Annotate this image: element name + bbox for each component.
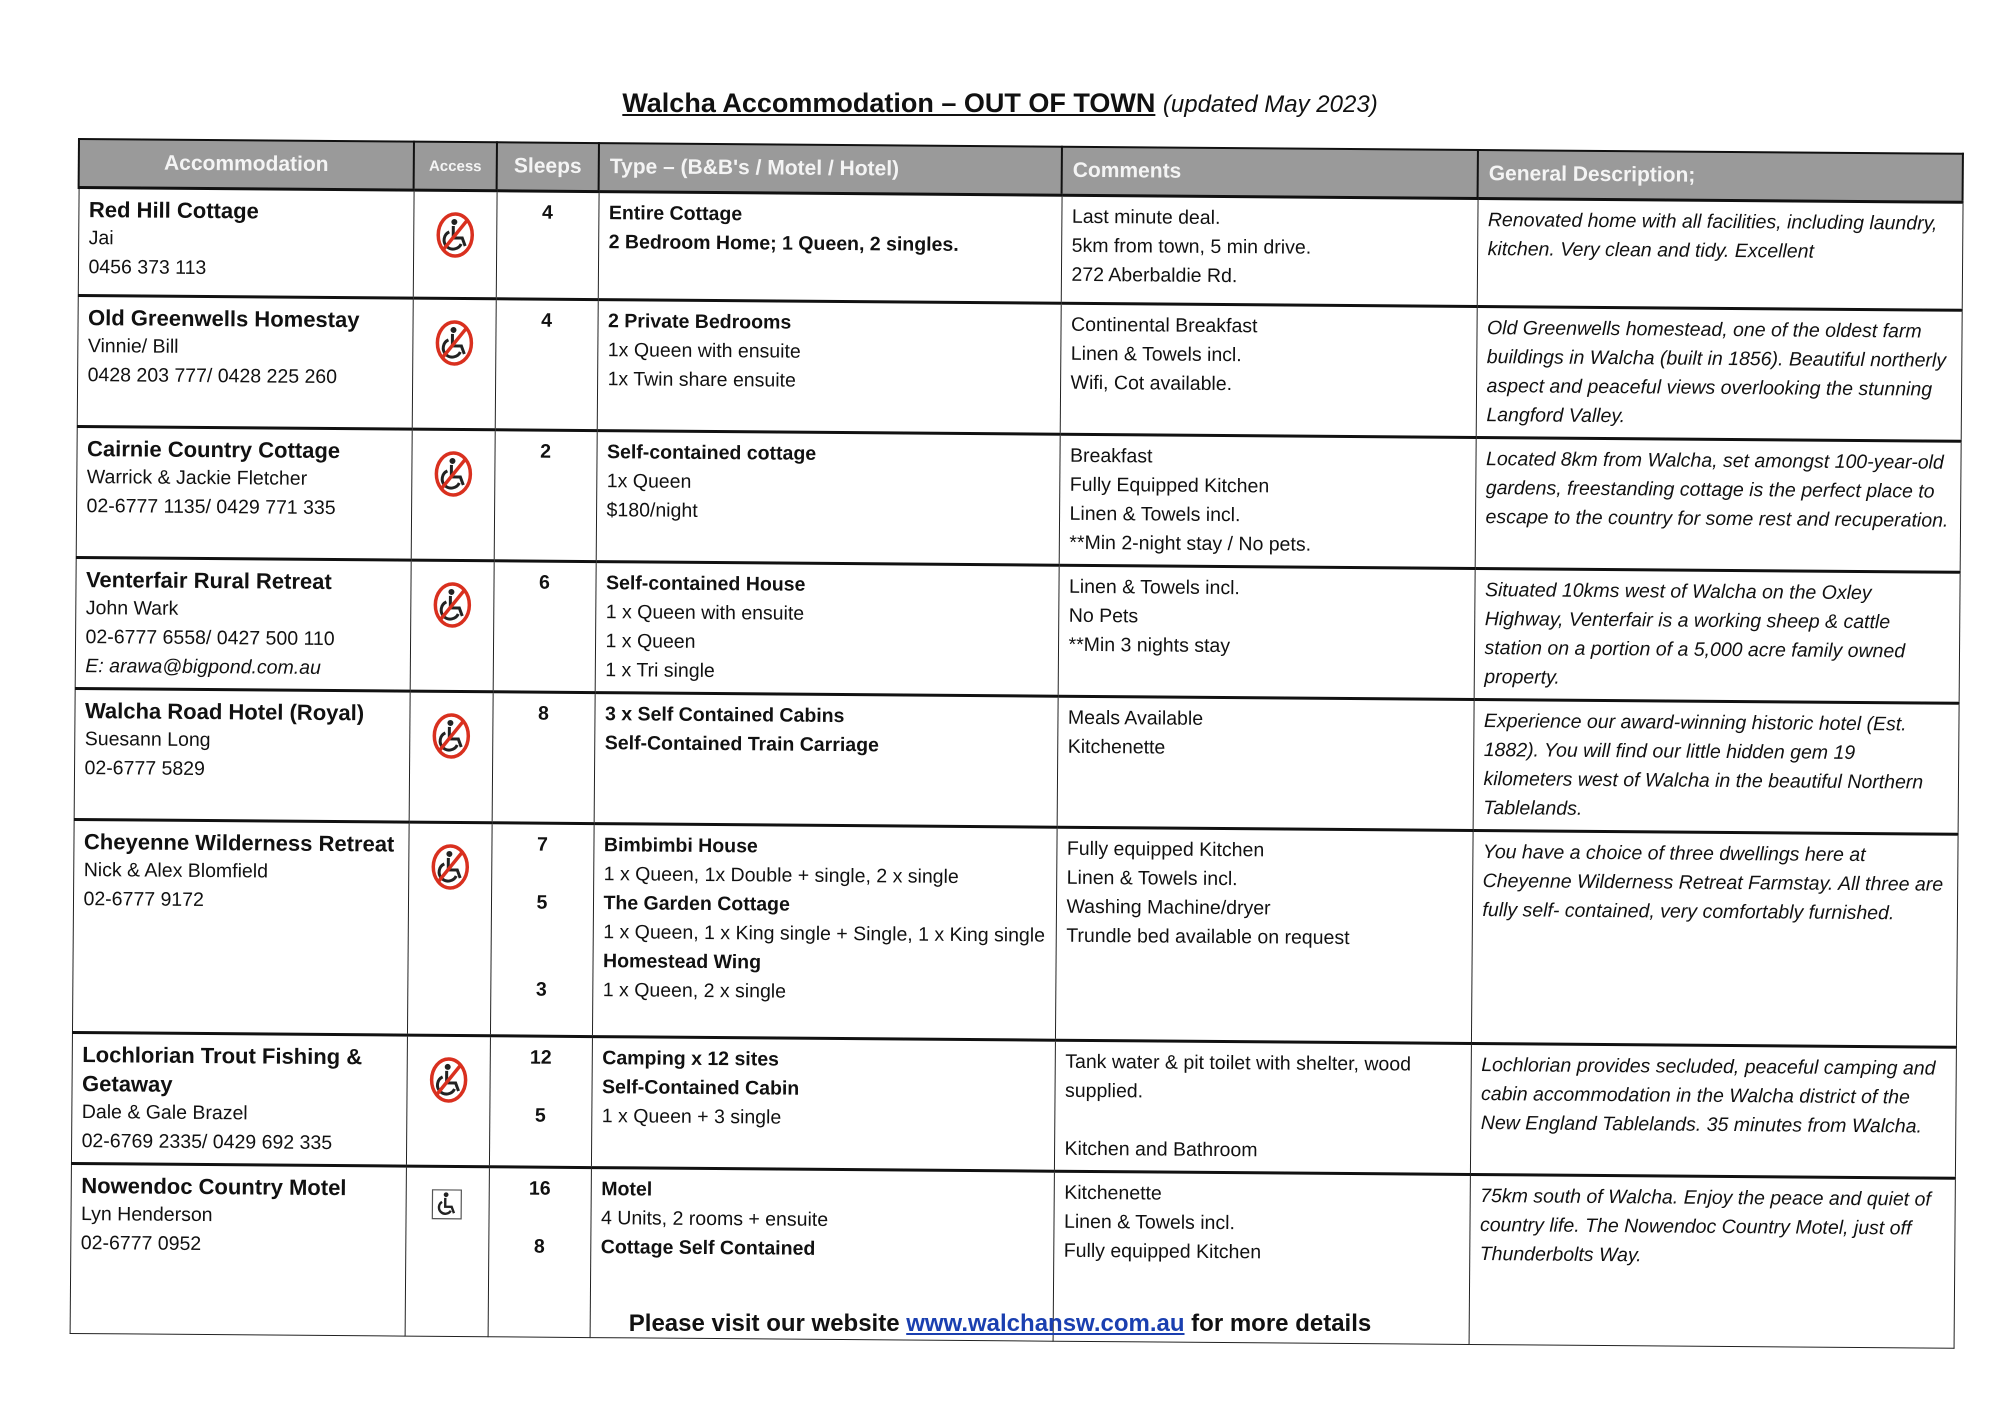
contact-line: John Wark — [85, 597, 179, 620]
access-cell — [406, 1035, 490, 1167]
sleeps-cell — [490, 823, 594, 1037]
comment-line: Kitchenette — [1064, 1181, 1162, 1205]
type-detail: 1 x Queen with ensuite — [605, 601, 805, 625]
general-description: Renovated home with all facilities, including laundry, kitchen. Very clean and tidy. Excellent — [1487, 209, 1938, 263]
comments-cell — [1054, 1040, 1471, 1174]
type-heading: 2 Private Bedrooms — [607, 310, 792, 334]
contact-line: Lyn Henderson — [80, 1203, 213, 1227]
table-row — [74, 688, 1959, 834]
contact-line: Nick & Alex Blomfield — [83, 859, 269, 883]
comments-cell — [1061, 195, 1478, 306]
footer-text-before: Please visit our website — [628, 1310, 907, 1337]
type-heading: Self-Contained Cabin — [601, 1076, 800, 1100]
contact-line: Jai — [88, 227, 114, 250]
contact-line: 0428 203 777/ 0428 225 260 — [87, 364, 338, 389]
access-cell — [410, 560, 494, 692]
type-cell — [598, 192, 1062, 304]
comment-line: Trundle bed available on request — [1066, 924, 1350, 950]
not-wheelchair-accessible-icon — [428, 842, 472, 892]
type-heading: Self-Contained Train Carriage — [604, 732, 879, 757]
type-heading: Bimbimbi House — [603, 834, 758, 858]
not-wheelchair-accessible-icon — [432, 318, 476, 368]
general-description: You have a choice of three dwellings here at Cheyenne Wilderness Retreat Farmstay. All three are fully self- contained, very comfortably furnished. — [1482, 841, 1944, 925]
type-heading: Entire Cottage — [608, 202, 743, 226]
not-wheelchair-accessible-icon — [433, 210, 477, 260]
sleeps-value: 8 — [537, 702, 550, 725]
not-wheelchair-accessible-icon — [429, 711, 473, 761]
wheelchair-accessible-icon — [425, 1186, 469, 1236]
contact-line: Dale & Gale Brazel — [81, 1101, 248, 1125]
title-updated: (updated May 2023) — [1162, 91, 1378, 118]
comment-line: Continental Breakfast — [1070, 313, 1258, 338]
contact-line: 02-6777 1135/ 0429 771 335 — [86, 495, 336, 520]
comment-line: Linen & Towels incl. — [1069, 502, 1241, 527]
type-cell — [594, 693, 1058, 828]
footer-text-after: for more details — [1184, 1310, 1372, 1337]
table-row — [71, 1032, 1956, 1178]
comments-cell — [1058, 565, 1475, 699]
description-cell — [1477, 198, 1963, 310]
type-detail: 1 x Queen, 1 x King single + Single, 1 x King single — [603, 921, 1046, 947]
type-cell — [597, 300, 1061, 435]
not-wheelchair-accessible-icon — [426, 1055, 470, 1105]
accommodation-cell — [74, 688, 410, 822]
sleeps-value: 8 — [533, 1235, 545, 1258]
header-type: Type – (B&B's / Motel / Hotel) — [599, 143, 1062, 195]
type-cell — [595, 562, 1059, 697]
comment-line: Linen & Towels incl. — [1066, 866, 1238, 891]
sleeps-value — [500, 1072, 581, 1102]
comment-line: No Pets — [1068, 604, 1139, 628]
contact-email: E: arawa@bigpond.com.au — [85, 655, 321, 679]
contact-line: Warrick & Jackie Fletcher — [86, 466, 308, 490]
type-heading: Homestead Wing — [602, 950, 762, 974]
table-row — [77, 296, 1962, 442]
type-heading: Motel — [601, 1178, 653, 1201]
type-heading: 3 x Self Contained Cabins — [604, 703, 845, 728]
comment-line: Kitchenette — [1067, 735, 1166, 759]
comment-line: **Min 3 nights stay — [1068, 633, 1231, 658]
sleeps-cell — [494, 430, 597, 562]
accommodation-name: Cheyenne Wilderness Retreat — [83, 829, 395, 857]
sleeps-cell — [492, 692, 595, 824]
comment-line: 5km from town, 5 min drive. — [1071, 234, 1312, 259]
comment-line: Linen & Towels incl. — [1068, 575, 1240, 600]
contact-line: 02-6777 6558/ 0427 500 110 — [85, 626, 335, 651]
comment-line: Linen & Towels incl. — [1063, 1210, 1236, 1235]
description-cell — [1473, 699, 1959, 834]
type-heading: Camping x 12 sites — [602, 1047, 780, 1071]
comment-line: Meals Available — [1067, 706, 1204, 730]
accommodation-name: Nowendoc Country Motel — [81, 1173, 347, 1201]
comment-line: 272 Aberbaldie Rd. — [1071, 263, 1238, 288]
comment-line: Wifi, Cot available. — [1070, 371, 1233, 396]
sleeps-value — [501, 946, 582, 976]
access-cell — [407, 822, 492, 1036]
document-title — [0, 88, 2000, 119]
type-cell — [596, 431, 1060, 566]
sleeps-value: 3 — [535, 978, 547, 1001]
description-cell — [1470, 1043, 1956, 1178]
sleeps-value: 5 — [534, 1104, 546, 1127]
sleeps-value: 16 — [528, 1177, 551, 1200]
type-detail: $180/night — [606, 499, 698, 522]
comment-line: Fully Equipped Kitchen — [1069, 473, 1270, 498]
sleeps-cell — [495, 299, 598, 431]
comment-line: Fully equipped Kitchen — [1066, 837, 1265, 862]
header-description: General Description; — [1478, 150, 1963, 202]
description-cell — [1475, 437, 1961, 572]
type-detail: 1 x Queen — [605, 630, 696, 653]
general-description: Lochlorian provides secluded, peaceful camping and cabin accommodation in the Walcha district of the New England Tablelands. 35 minutes from Walcha. — [1480, 1054, 1936, 1138]
type-detail: 1 x Tri single — [605, 659, 715, 683]
description-cell — [1471, 830, 1958, 1047]
type-detail: 1 x Queen, 2 x single — [602, 979, 787, 1003]
sleeps-value: 7 — [536, 833, 548, 856]
comments-cell — [1055, 827, 1473, 1043]
comment-line: Kitchen and Bathroom — [1064, 1137, 1258, 1162]
general-description: Experience our award-winning historic hotel (Est. 1882). You will find our little hidden gem 19 kilometers west of Walcha in the beautiful Northern Tablelands. — [1483, 710, 1924, 820]
type-heading: Cottage Self Contained — [600, 1236, 816, 1260]
accommodation-cell — [77, 296, 413, 430]
sleeps-value: 4 — [541, 309, 553, 332]
type-cell — [591, 1037, 1055, 1172]
type-detail: 1x Queen with ensuite — [607, 339, 801, 363]
sleeps-value: 6 — [538, 571, 551, 594]
accommodation-name: Venterfair Rural Retreat — [85, 567, 332, 595]
footer-note — [0, 1310, 2000, 1338]
comment-line: Washing Machine/dryer — [1066, 895, 1271, 920]
table-row — [72, 819, 1958, 1047]
contact-line: Suesann Long — [84, 728, 211, 752]
description-cell — [1474, 568, 1960, 703]
general-description: 75km south of Walcha. Enjoy the peace and quiet of country life. The Nowendoc Country Motel, just off Thunderbolts Way. — [1479, 1185, 1931, 1267]
header-accommodation: Accommodation — [79, 139, 414, 190]
type-detail: 1x Queen — [606, 470, 692, 493]
comment-line: Last minute deal. — [1071, 205, 1221, 229]
accommodation-cell — [76, 426, 412, 560]
not-wheelchair-accessible-icon — [430, 580, 474, 630]
general-description: Located 8km from Walcha, set amongst 100-year-old gardens, freestanding cottage is the perfect place to escape to the country for some rest and recuperation. — [1485, 448, 1949, 532]
accommodation-table — [69, 138, 1964, 1349]
type-heading: Self-contained House — [605, 572, 806, 596]
access-cell — [411, 429, 495, 561]
accommodation-name: Cairnie Country Cottage — [86, 436, 341, 464]
sleeps-value: 12 — [529, 1046, 552, 1069]
sleeps-cell — [493, 561, 596, 693]
comments-cell — [1057, 696, 1474, 830]
sleeps-cell — [489, 1036, 592, 1168]
not-wheelchair-accessible-icon — [431, 449, 475, 499]
accommodation-name: Red Hill Cottage — [88, 197, 259, 224]
accommodation-cell — [78, 188, 414, 299]
accommodation-name: Old Greenwells Homestay — [87, 305, 360, 333]
type-heading: The Garden Cottage — [603, 892, 790, 916]
sleeps-cell — [496, 191, 599, 300]
general-description: Old Greenwells homestead, one of the oldest farm buildings in Walcha (built in 1856). Beautiful northerly aspect and peaceful views overlooking the stunning Langford Valley. — [1486, 317, 1947, 428]
accommodation-cell — [72, 819, 409, 1035]
accommodation-name: Walcha Road Hotel (Royal) — [84, 698, 365, 726]
access-cell — [412, 298, 496, 430]
table-row — [75, 557, 1960, 703]
accommodation-cell — [71, 1032, 407, 1166]
sleeps-value — [501, 917, 582, 947]
general-description: Situated 10kms west of Walcha on the Oxley Highway, Venterfair is a working sheep & cattle station on a portion of a 5,000 acre family owned property. — [1484, 579, 1906, 689]
accommodation-name: Lochlorian Trout Fishing & Getaway — [81, 1042, 363, 1097]
type-detail: 4 Units, 2 rooms + ensuite — [600, 1207, 829, 1231]
sleeps-value — [502, 859, 583, 889]
header-access: Access — [414, 142, 497, 191]
accommodation-cell — [75, 557, 411, 691]
sleeps-value: 5 — [536, 891, 548, 914]
contact-line: 02-6777 5829 — [84, 757, 206, 781]
comment-line: Tank water & pit toilet with shelter, wood supplied. — [1064, 1050, 1412, 1103]
table-row — [78, 188, 1963, 311]
comment-line — [1065, 1106, 1460, 1138]
type-heading: Self-contained cottage — [606, 441, 817, 465]
comment-line: Breakfast — [1069, 444, 1153, 468]
contact-line: 0456 373 113 — [88, 256, 207, 280]
access-cell — [409, 691, 493, 823]
comment-line: Linen & Towels incl. — [1070, 342, 1242, 367]
sleeps-value: 4 — [541, 201, 553, 224]
type-heading: 2 Bedroom Home; 1 Queen, 2 singles. — [608, 231, 959, 256]
sleeps-value: 2 — [540, 440, 552, 463]
type-detail: 1 x Queen + 3 single — [601, 1105, 782, 1129]
website-link[interactable]: www.walchansw.com.au — [906, 1310, 1185, 1337]
header-comments: Comments — [1062, 147, 1478, 199]
contact-line: 02-6769 2335/ 0429 692 335 — [81, 1130, 333, 1155]
table-row — [76, 426, 1961, 572]
comments-cell — [1059, 434, 1476, 568]
sleeps-value — [499, 1203, 580, 1233]
contact-line: 02-6777 9172 — [83, 888, 204, 912]
comments-cell — [1060, 303, 1477, 437]
type-cell — [592, 824, 1057, 1041]
header-sleeps: Sleeps — [497, 142, 599, 191]
title-main: Walcha Accommodation – OUT OF TOWN — [622, 88, 1156, 118]
type-detail: 1x Twin share ensuite — [607, 368, 796, 392]
description-cell — [1476, 306, 1962, 441]
comment-line: Fully equipped Kitchen — [1063, 1239, 1262, 1264]
contact-line: 02-6777 0952 — [80, 1232, 202, 1256]
type-detail: 1 x Queen, 1x Double + single, 2 x single — [603, 863, 959, 888]
access-cell — [413, 190, 497, 299]
contact-line: Vinnie/ Bill — [87, 335, 179, 358]
comment-line: **Min 2-night stay / No pets. — [1069, 531, 1312, 556]
